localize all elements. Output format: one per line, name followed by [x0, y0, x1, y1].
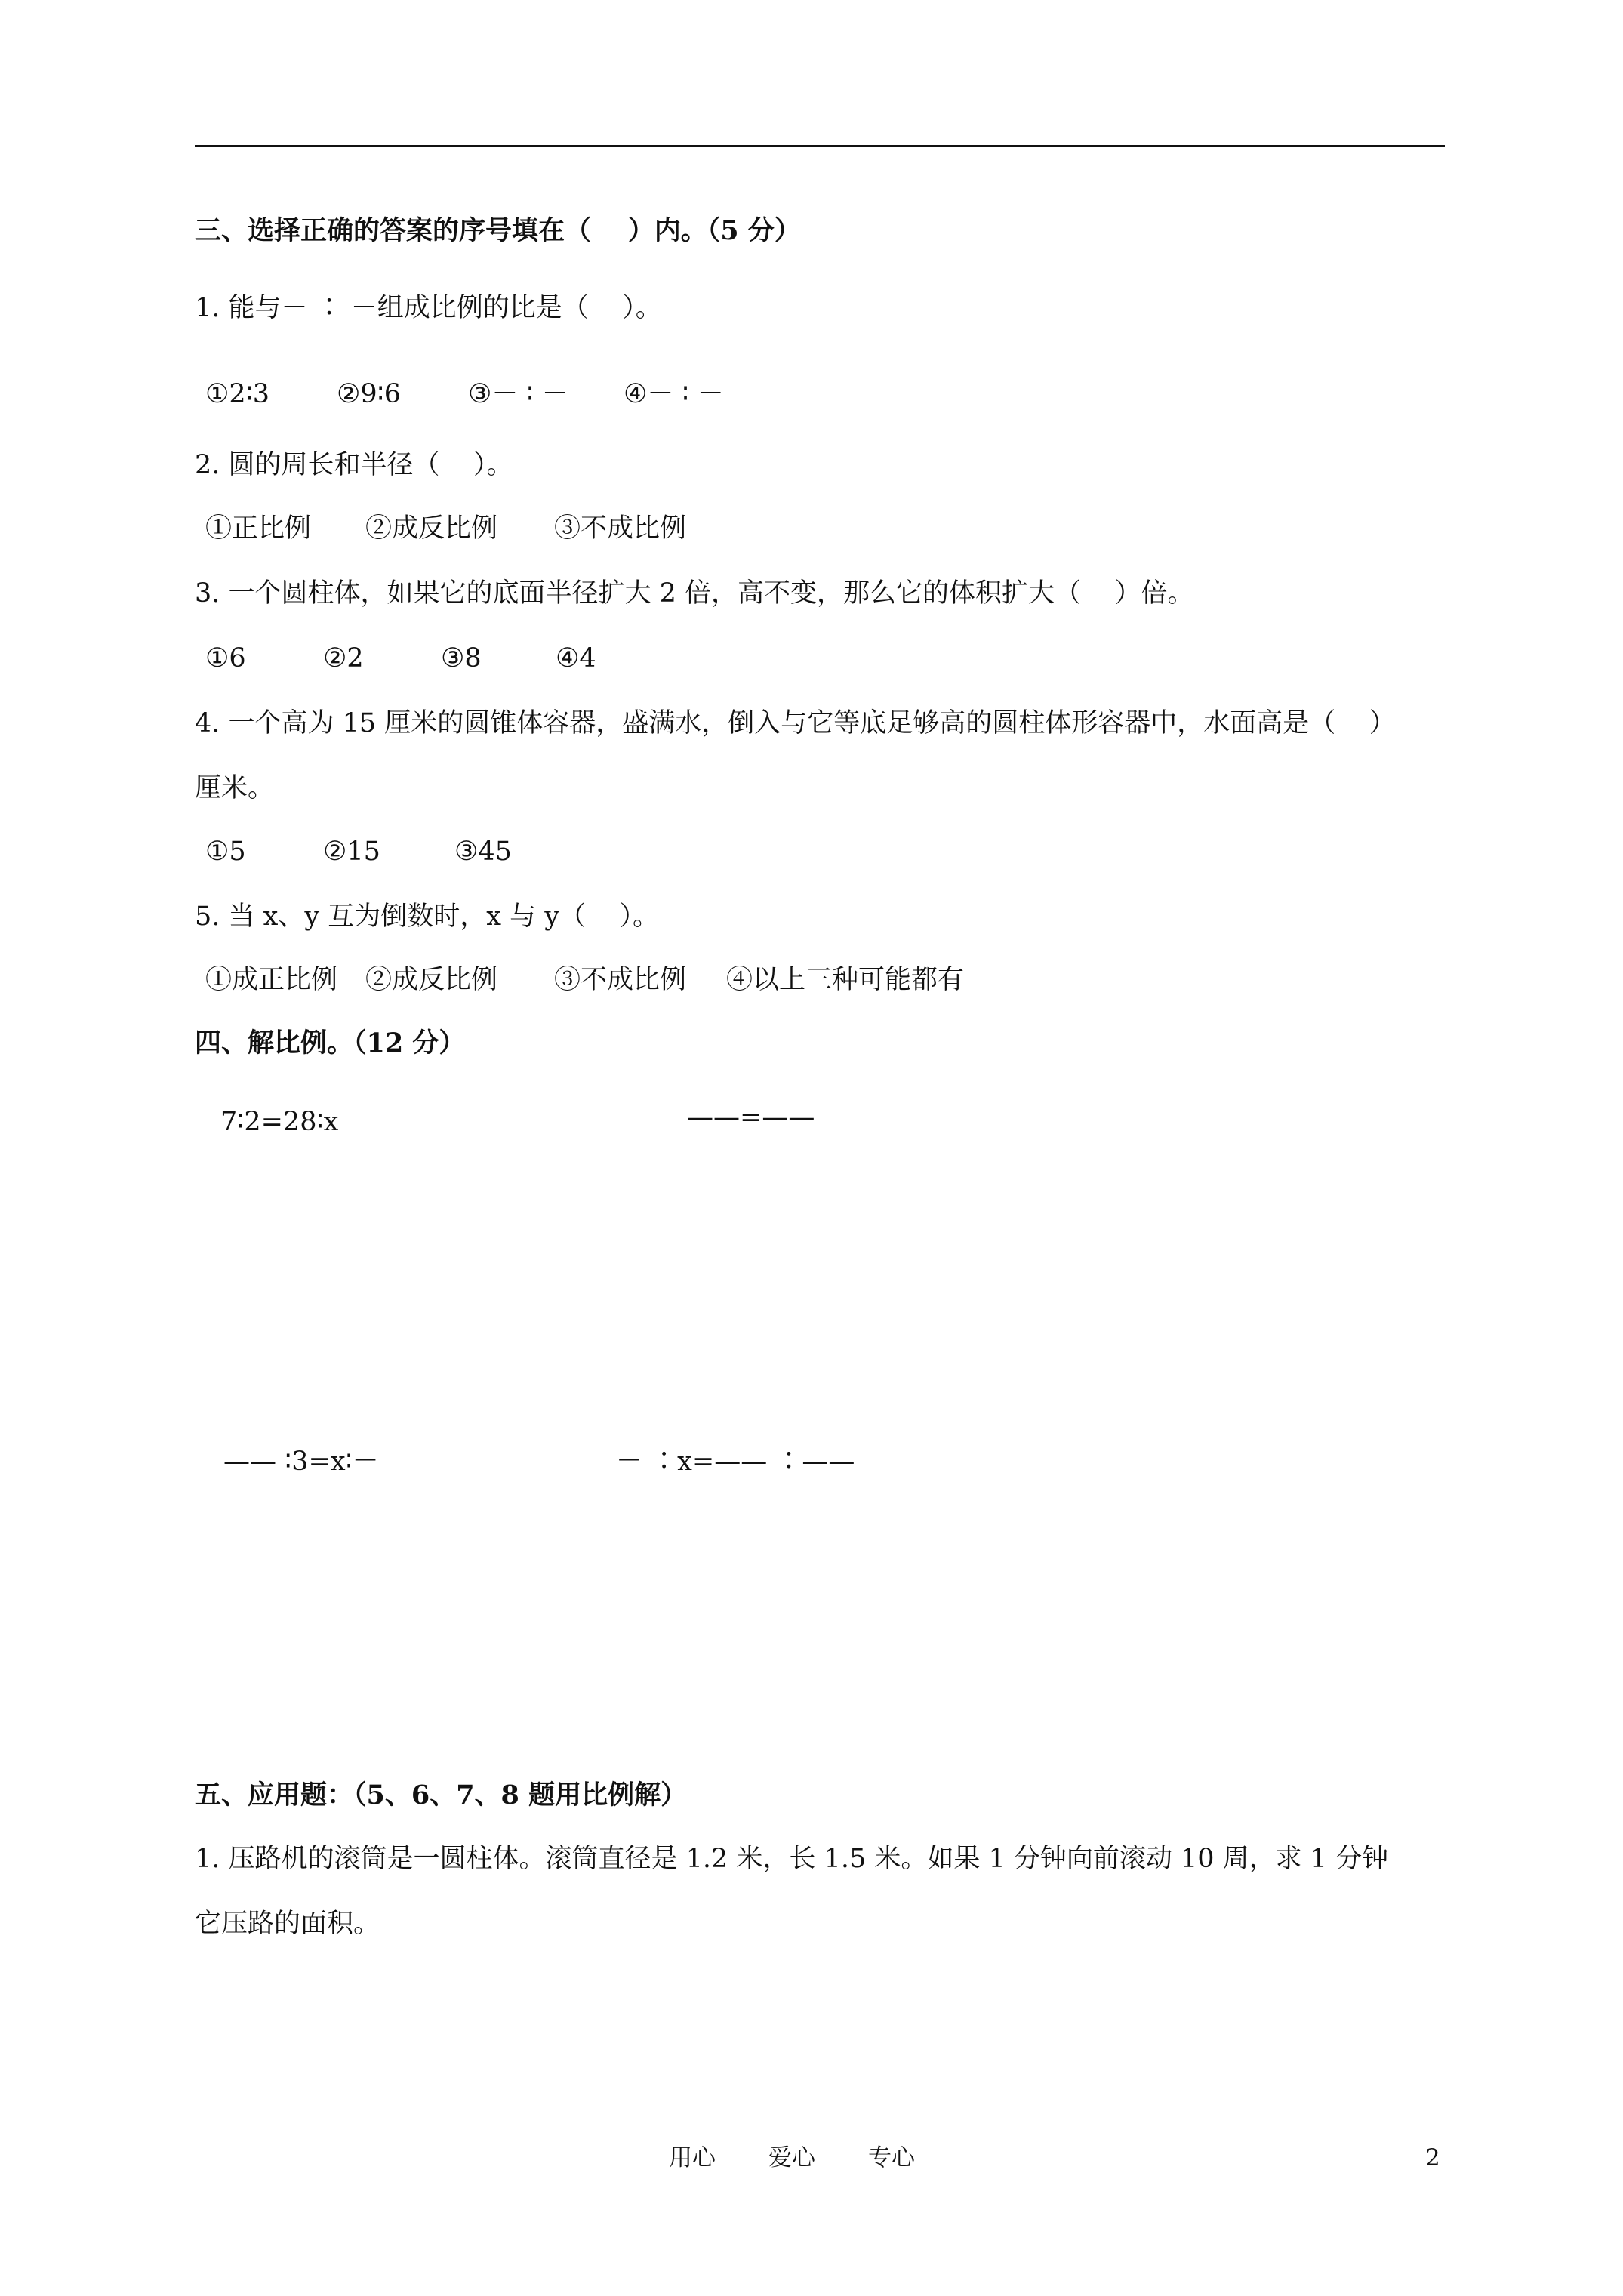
q5-stem: 5. 当 x、y 互为倒数时，x 与 y（ ）。 [195, 901, 660, 932]
app-q1-line1: 1. 压路机的滚筒是一圆柱体。滚筒直径是 1.2 米，长 1.5 米。如果 1 分钟向前滚动 10 周，求 1 分钟 [195, 1844, 1389, 1874]
q3-option-3: ③8 [441, 643, 482, 673]
q5-option-4: ④以上三种可能都有 [726, 965, 965, 995]
q1-option-4: ④－ ∶ － [624, 379, 724, 409]
q4-stem-cont: 厘米。 [195, 773, 275, 803]
header-rule [195, 145, 1445, 147]
q3-option-4: ④4 [556, 643, 596, 673]
q3-option-1: ①6 [205, 643, 246, 673]
q5-option-2: ②成反比例 [365, 965, 498, 995]
footer-slogan-2: 爱心 [768, 2144, 815, 2171]
q5-option-3: ③不成比例 [554, 965, 687, 995]
footer-slogan-3: 专心 [868, 2144, 915, 2171]
equation-2: ——=—— [687, 1102, 815, 1133]
q4-option-1: ①5 [205, 837, 246, 867]
q2-option-2: ②成反比例 [365, 513, 498, 544]
q3-option-2: ②2 [323, 643, 364, 673]
footer-slogan-1: 用心 [669, 2144, 716, 2171]
q2-option-1: ①正比例 [205, 513, 312, 544]
q1-option-2: ②9∶6 [337, 379, 402, 409]
section5-heading: 五、应用题：（5、6、7、8 题用比例解） [195, 1780, 688, 1811]
q3-stem: 3. 一个圆柱体，如果它的底面半径扩大 2 倍，高不变，那么它的体积扩大（ ）倍。 [195, 578, 1194, 609]
q2-option-3: ③不成比例 [554, 513, 687, 544]
equation-1: 7∶2=28∶x [220, 1107, 339, 1137]
q1-option-3: ③－ ∶ － [468, 379, 568, 409]
app-q1-line2: 它压路的面积。 [195, 1909, 380, 1939]
section3-heading: 三、选择正确的答案的序号填在（ ）内。（5 分） [195, 215, 801, 246]
q2-stem: 2. 圆的周长和半径（ ）。 [195, 450, 513, 480]
q5-option-1: ①成正比例 [205, 965, 338, 995]
equation-4: － ∶x=—— ∶—— [616, 1447, 855, 1477]
q4-stem: 4. 一个高为 15 厘米的圆锥体容器，盛满水，倒入与它等底足够高的圆柱体形容器中，水面高是（ ） [195, 708, 1396, 738]
q1-option-1: ①2∶3 [205, 379, 270, 409]
q4-option-2: ②15 [323, 837, 380, 867]
section4-heading: 四、解比例。（12 分） [195, 1028, 466, 1059]
equation-3: —— ∶3=x∶－ [223, 1447, 379, 1477]
q4-option-3: ③45 [454, 837, 512, 867]
page-number: 2 [1425, 2144, 1440, 2171]
q1-stem: 1. 能与－ ∶ －组成比例的比是（ ）。 [195, 293, 662, 323]
